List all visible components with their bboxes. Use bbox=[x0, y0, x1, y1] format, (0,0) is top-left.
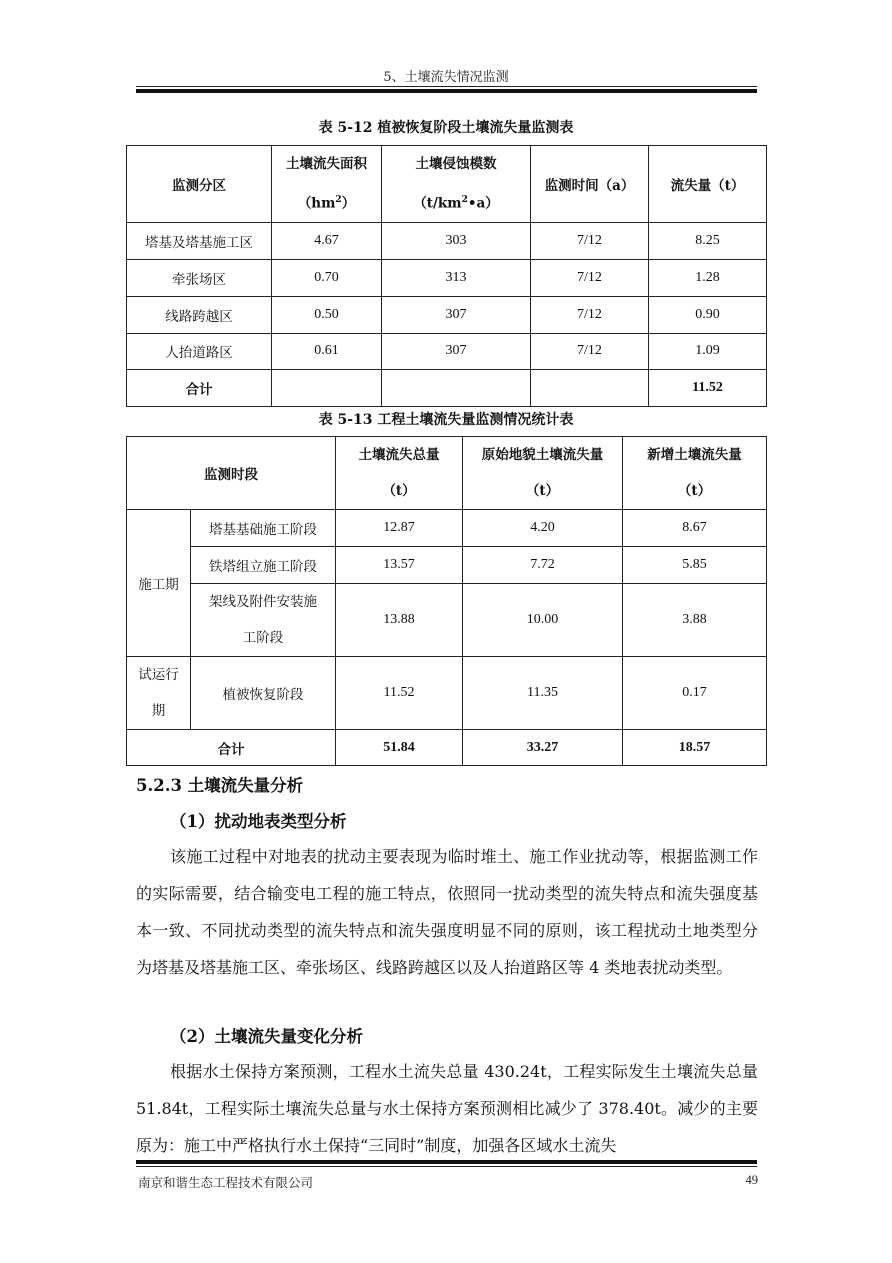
table2-cell-total: 12.87 bbox=[336, 510, 463, 547]
table2-header-original-unit: （t） bbox=[525, 483, 560, 499]
table2-cell-stage-line2: 工阶段 bbox=[242, 630, 284, 646]
table2-cell-new: 3.88 bbox=[623, 584, 767, 657]
table2-group-trial-line2: 期 bbox=[151, 703, 166, 719]
table2-group-trial-operation bbox=[127, 657, 191, 730]
table1-cell-loss: 1.28 bbox=[649, 259, 767, 296]
table1-caption: 表 5-12 植被恢复阶段土壤流失量监测表 bbox=[318, 120, 574, 136]
table2-header-original bbox=[463, 437, 623, 510]
table1-total-empty bbox=[382, 369, 531, 406]
table1-header-area bbox=[272, 146, 382, 223]
table2-cell-original: 10.00 bbox=[463, 584, 623, 657]
table2-header-total bbox=[336, 437, 463, 510]
table2-total-label: 合计 bbox=[127, 730, 336, 766]
table1-cell-time: 7/12 bbox=[531, 296, 649, 333]
paragraph-2: 根据水土保持方案预测，工程水土流失总量 430.24t，工程实际发生土壤流失总量 51.84t，工程实际土壤流失总量与水土保持方案预测相比减少了 378.40t。减少的主要原为：施工中严格执行水土保持“三同时”制度，加强各区域水土流失 bbox=[136, 1062, 758, 1155]
table2-cell-total: 11.52 bbox=[336, 657, 463, 730]
page-number: 49 bbox=[745, 1173, 758, 1187]
table2-group-trial-line1: 试运行 bbox=[138, 667, 179, 683]
table1-cell-zone: 牵张场区 bbox=[127, 259, 272, 296]
table1-header-row bbox=[127, 146, 767, 223]
subsection-heading-1: （1）扰动地表类型分析 bbox=[170, 812, 347, 831]
table2-header-original-label: 原始地貌土壤流失量 bbox=[481, 447, 604, 463]
table2-header-new-unit: （t） bbox=[677, 483, 712, 499]
header-rule-thin bbox=[136, 86, 757, 87]
table1-header-area-unit: $(hm^2)$ bbox=[297, 195, 356, 212]
table2-cell-stage-line1: 架线及附件安装施 bbox=[209, 594, 317, 610]
table1-cell-modulus: 303 bbox=[382, 222, 531, 259]
table2-total-row bbox=[127, 730, 767, 766]
table-row bbox=[127, 657, 767, 730]
table-row bbox=[127, 296, 767, 333]
table1-cell-modulus: 307 bbox=[382, 296, 531, 333]
table1-cell-loss: 8.25 bbox=[649, 222, 767, 259]
table-row bbox=[127, 259, 767, 296]
paragraph-1: 该施工过程中对地表的扰动主要表现为临时堆土、施工作业扰动等，根据监测工作的实际需要，结合输变电工程的施工特点，依照同一扰动类型的流失特点和流失强度基本一致、不同扰动类型的流失特点和流失强度明显不同的原则，该工程扰动土地类型分为塔基及塔基施工区、牵张场区、线路跨越区以及人抬道路区等 4 类地表扰动类型。 bbox=[136, 847, 758, 977]
table2-total-original: 33.27 bbox=[463, 730, 623, 766]
table1-cell-modulus: 307 bbox=[382, 333, 531, 369]
table2-total-new: 18.57 bbox=[623, 730, 767, 766]
footer-company: 南京和谐生态工程技术有限公司 bbox=[138, 1175, 314, 1190]
header-rule-thick bbox=[136, 89, 757, 93]
table1-total-empty bbox=[272, 369, 382, 406]
table1-cell-loss: 1.09 bbox=[649, 333, 767, 369]
table2-cell-stage bbox=[191, 584, 336, 657]
table1-cell-area: 0.50 bbox=[272, 296, 382, 333]
table2-group-construction: 施工期 bbox=[127, 510, 191, 657]
table-row bbox=[127, 222, 767, 259]
table2-cell-original: 11.35 bbox=[463, 657, 623, 730]
table2-total-total: 51.84 bbox=[336, 730, 463, 766]
table2-cell-total: 13.88 bbox=[336, 584, 463, 657]
table1-header-time: 监测时间（a） bbox=[531, 146, 649, 223]
table2-cell-total: 13.57 bbox=[336, 547, 463, 584]
table1-cell-zone: 塔基及塔基施工区 bbox=[127, 222, 272, 259]
table1-cell-zone: 线路跨越区 bbox=[127, 296, 272, 333]
table2-cell-new: 5.85 bbox=[623, 547, 767, 584]
table-row bbox=[127, 333, 767, 369]
table1-cell-time: 7/12 bbox=[531, 259, 649, 296]
table1-cell-time: 7/12 bbox=[531, 333, 649, 369]
table1-total-loss: 11.52 bbox=[649, 369, 767, 406]
subsection-heading-2: （2）土壤流失量变化分析 bbox=[170, 1027, 363, 1046]
table2-header-period: 监测时段 bbox=[127, 437, 336, 510]
table-row bbox=[127, 510, 767, 547]
table1-header-modulus-unit: $(t/km^2•a)$ bbox=[413, 195, 499, 212]
section-heading: 5.2.3 土壤流失量分析 bbox=[136, 776, 304, 795]
table1-cell-area: 4.67 bbox=[272, 222, 382, 259]
table2-cell-stage: 塔基基础施工阶段 bbox=[191, 510, 336, 547]
table-row bbox=[127, 584, 767, 657]
running-header: 5、土壤流失情况监测 bbox=[383, 70, 509, 85]
table2-header-new-label: 新增土壤流失量 bbox=[647, 447, 742, 463]
table1-total-row bbox=[127, 369, 767, 406]
table1-cell-loss: 0.90 bbox=[649, 296, 767, 333]
table2-caption: 表 5-13 工程土壤流失量监测情况统计表 bbox=[318, 412, 574, 428]
table2-cell-stage: 铁塔组立施工阶段 bbox=[191, 547, 336, 584]
table2-cell-new: 8.67 bbox=[623, 510, 767, 547]
table-row bbox=[127, 547, 767, 584]
table1-header-modulus bbox=[382, 146, 531, 223]
table1-total-empty bbox=[531, 369, 649, 406]
table2-cell-original: 4.20 bbox=[463, 510, 623, 547]
table1-cell-area: 0.61 bbox=[272, 333, 382, 369]
table2-cell-stage: 植被恢复阶段 bbox=[191, 657, 336, 730]
table2-cell-new: 0.17 bbox=[623, 657, 767, 730]
table1-total-label: 合计 bbox=[127, 369, 272, 406]
table1-cell-time: 7/12 bbox=[531, 222, 649, 259]
table1-cell-area: 0.70 bbox=[272, 259, 382, 296]
table-5-12 bbox=[126, 145, 767, 407]
table1-header-modulus-label: 土壤侵蚀模数 bbox=[415, 156, 497, 172]
table-5-13 bbox=[126, 436, 767, 766]
table1-header-loss: 流失量（t） bbox=[649, 146, 767, 223]
table1-header-zone: 监测分区 bbox=[127, 146, 272, 223]
table2-header-total-label: 土壤流失总量 bbox=[358, 447, 440, 463]
table2-header-total-unit: （t） bbox=[382, 483, 416, 499]
table2-header-row bbox=[127, 437, 767, 510]
table1-cell-zone: 人抬道路区 bbox=[127, 333, 272, 369]
table2-cell-original: 7.72 bbox=[463, 547, 623, 584]
table1-header-area-label: 土壤流失面积 bbox=[286, 156, 367, 172]
table2-header-new bbox=[623, 437, 767, 510]
footer-rule-thick bbox=[136, 1160, 757, 1164]
footer-rule-thin bbox=[136, 1166, 757, 1167]
table1-cell-modulus: 313 bbox=[382, 259, 531, 296]
